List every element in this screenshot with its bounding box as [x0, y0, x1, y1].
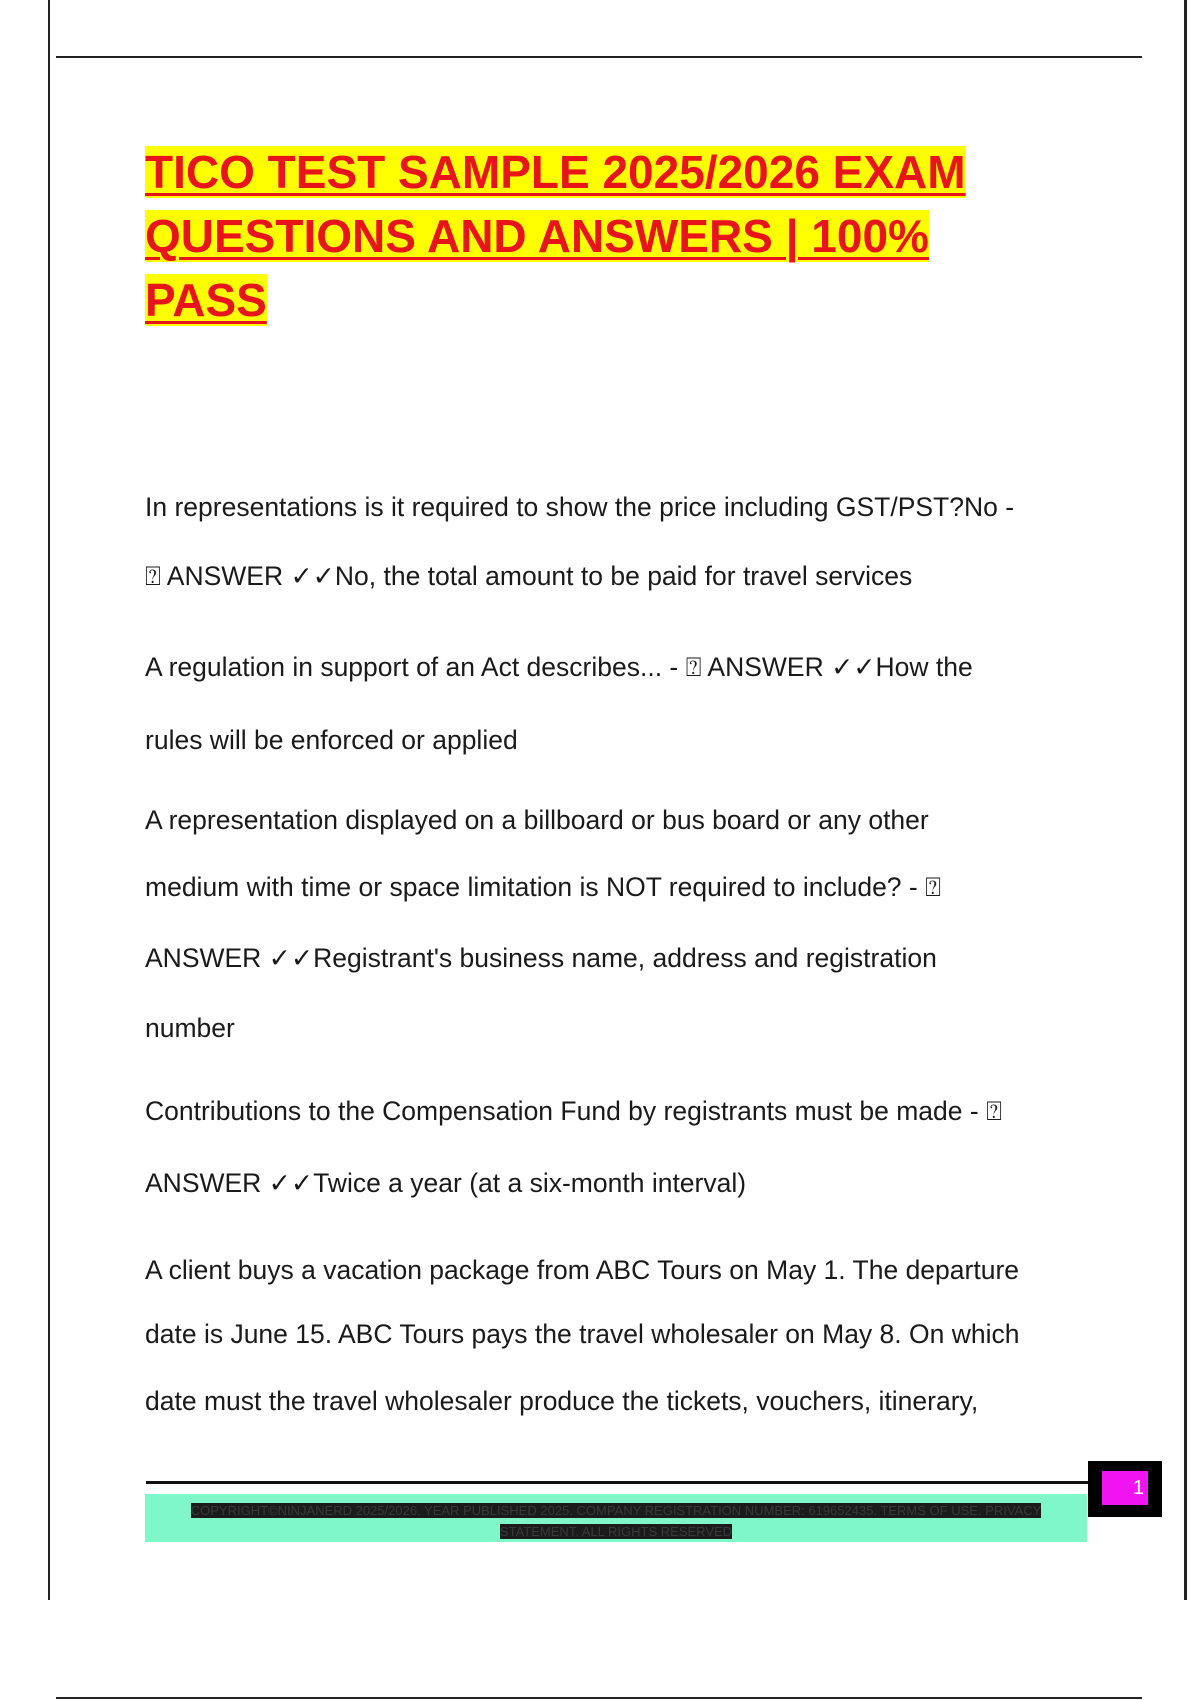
title-line-3: PASS: [145, 274, 267, 326]
qa-line: ANSWER ✓✓Twice a year (at a six-month interval): [145, 1168, 747, 1198]
page-border-right: [1184, 0, 1187, 1600]
qa-line: In representations is it required to show the price including GST/PST?No -: [145, 492, 1015, 522]
qa-line: rules will be enforced or applied: [145, 725, 518, 755]
qa-line: date must the travel wholesaler produce the tickets, vouchers, itinerary,: [145, 1386, 979, 1416]
header-rule: [56, 56, 1142, 58]
qa-line: ANSWER ✓✓Registrant's business name, address and registration: [145, 943, 937, 973]
qa-line: A client buys a vacation package from ABC Tours on May 1. The departure: [145, 1255, 1020, 1285]
footer-rule: [146, 1481, 1090, 1484]
title-line-2: QUESTIONS AND ANSWERS | 100%: [145, 210, 929, 262]
footer-copyright-text: [165, 1500, 1067, 1542]
qa-line: A regulation in support of an Act describes... - ⍰ ANSWER ✓✓How the: [145, 652, 973, 682]
qa-line: date is June 15. ABC Tours pays the travel wholesaler on May 8. On which: [145, 1319, 1020, 1349]
qa-line: Contributions to the Compensation Fund by registrants must be made - ⍰: [145, 1096, 1002, 1126]
qa-line: number: [145, 1013, 235, 1043]
qa-line: ⍰ ANSWER ✓✓No, the total amount to be paid for travel services: [145, 561, 913, 591]
copyright-line-2: STATEMENT. ALL RIGHTS RESERVED: [499, 1524, 733, 1539]
qa-line: medium with time or space limitation is NOT required to include? - ⍰: [145, 872, 941, 902]
qa-line: A representation displayed on a billboard or bus board or any other: [145, 805, 929, 835]
page-number: 1: [1102, 1471, 1148, 1505]
document-title: [145, 140, 1045, 332]
page-border-left: [48, 0, 50, 1600]
footer-copyright-band: [145, 1494, 1087, 1542]
page-bottom-rule: [56, 1697, 1142, 1699]
copyright-line-1: COPYRIGHT©NINJANERD 2025/2026. YEAR PUBLISHED 2025. COMPANY REGISTRATION NUMBER: 619652435. TERMS OF USE. PRIVACY: [190, 1503, 1042, 1518]
title-line-1: TICO TEST SAMPLE 2025/2026 EXAM: [145, 146, 966, 198]
page-number-badge: [1088, 1461, 1162, 1517]
